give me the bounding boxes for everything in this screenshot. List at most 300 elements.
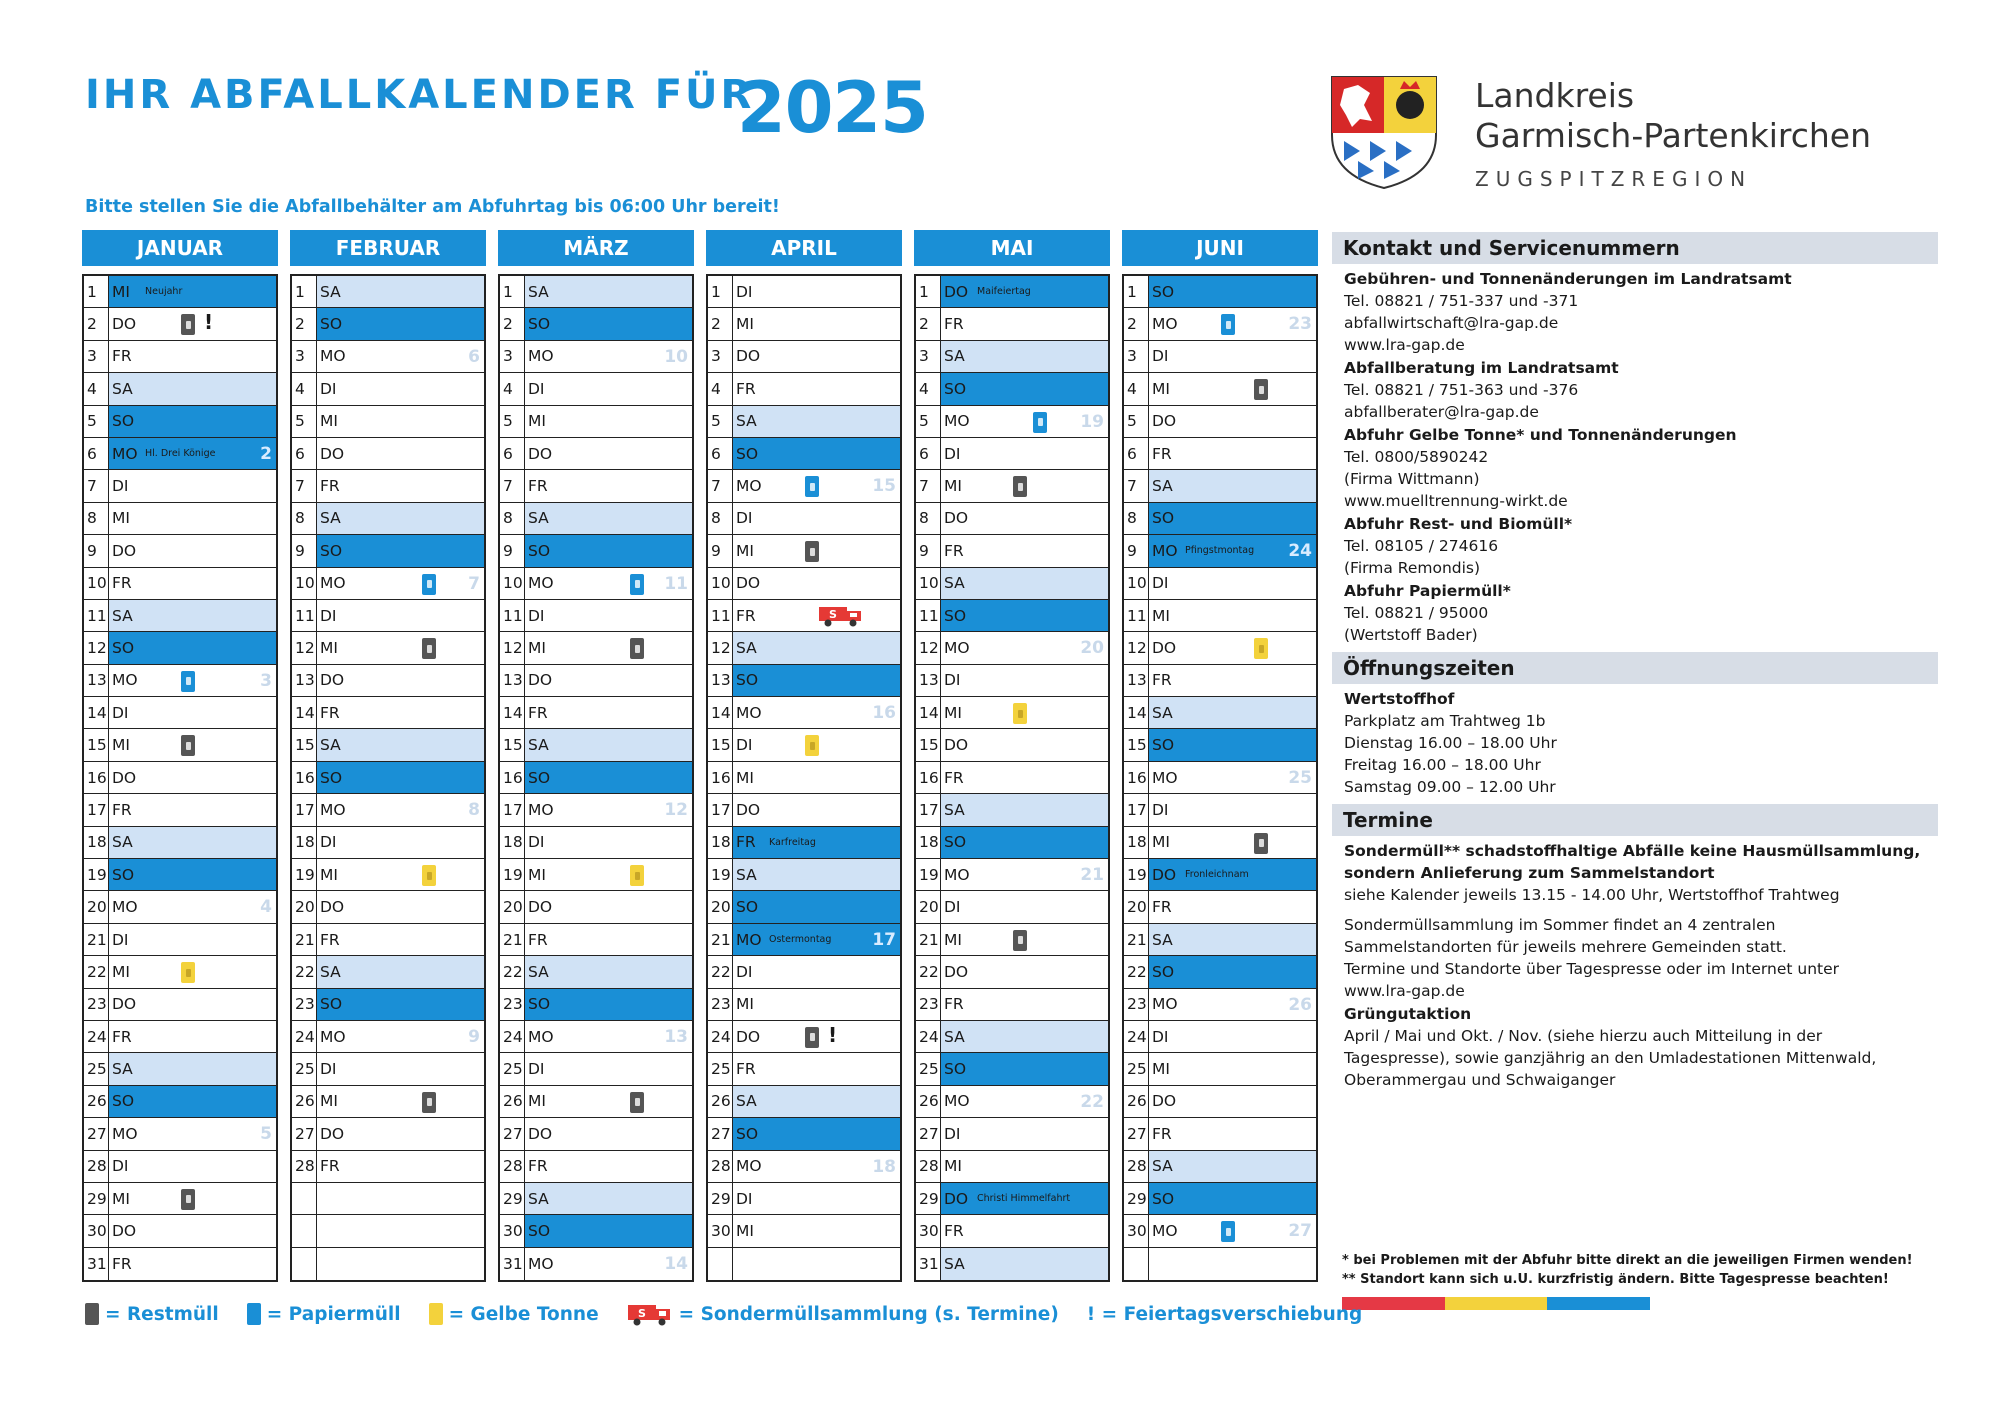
day-row [292, 697, 484, 729]
day-number: 10 [708, 568, 733, 599]
day-row [916, 1053, 1108, 1085]
day-number: 7 [500, 470, 525, 501]
weekday-label: MO [1152, 995, 1178, 1014]
footnote-2: ** Standort kann sich u.U. kurzfristig ändern. Bitte Tagespresse beachten! [1342, 1272, 1889, 1287]
color-bar-blue [1547, 1297, 1650, 1310]
footnotes [1342, 1251, 1913, 1289]
day-number: 24 [708, 1021, 733, 1052]
color-bar-yellow [1445, 1297, 1548, 1310]
day-row [500, 794, 692, 826]
day-number: 19 [1124, 859, 1149, 890]
day-number: 10 [84, 568, 109, 599]
day-row [1124, 665, 1316, 697]
weekday-label: FR [736, 833, 756, 852]
day-row [708, 276, 900, 308]
day-number: 19 [708, 859, 733, 890]
weekday-label: MO [1152, 541, 1178, 560]
day-number: 14 [708, 697, 733, 728]
restmuell-bin-icon [1013, 476, 1027, 497]
day-row [708, 794, 900, 826]
week-number: 23 [1288, 314, 1312, 335]
day-row [500, 1086, 692, 1118]
weekday-label: DI [736, 736, 753, 755]
day-number: 6 [292, 438, 317, 469]
info-block-title: Abfuhr Rest- und Biomüll* [1344, 515, 1573, 533]
weekday-label: FR [112, 574, 132, 593]
info-line: www.lra-gap.de [1344, 336, 1465, 354]
day-row [292, 924, 484, 956]
coat-of-arms-logo [1330, 75, 1438, 190]
weekday-label: MO [112, 444, 138, 463]
weekday-label: MI [944, 703, 962, 722]
day-row [292, 794, 484, 826]
day-number: 4 [500, 373, 525, 404]
day-row [84, 859, 276, 891]
day-number: 8 [916, 503, 941, 534]
weekday-label: SA [736, 412, 757, 431]
day-number: 19 [500, 859, 525, 890]
legend-papier [247, 1303, 401, 1325]
day-number: 20 [292, 891, 317, 922]
day-number: 14 [84, 697, 109, 728]
weekday-label: SO [320, 768, 343, 787]
gelbe-tonne-bin-icon [1254, 638, 1268, 659]
day-row [916, 470, 1108, 502]
legend-gelb [429, 1303, 599, 1325]
week-number: 11 [664, 573, 688, 594]
day-number: 8 [500, 503, 525, 534]
weekday-label: DO [112, 768, 137, 787]
day-row [916, 1086, 1108, 1118]
day-number: 27 [500, 1118, 525, 1149]
weekday-label: SA [528, 509, 549, 528]
day-row [500, 697, 692, 729]
papiermuell-bin-icon [422, 574, 436, 595]
day-number: 9 [500, 535, 525, 566]
weekday-label: MI [736, 995, 754, 1014]
day-row [708, 632, 900, 664]
subtitle: Bitte stellen Sie die Abfallbehälter am Abfuhrtag bis 06:00 Uhr bereit! [85, 197, 780, 217]
day-row [292, 989, 484, 1021]
weekday-label: SO [736, 671, 759, 690]
logo-line-2: Garmisch-Partenkirchen [1475, 116, 1872, 155]
day-number: 18 [84, 827, 109, 858]
day-row [292, 1183, 484, 1215]
info-block [1332, 513, 1938, 579]
day-row [500, 535, 692, 567]
gelbe-tonne-bin-icon [630, 865, 644, 886]
weekday-label: SA [944, 574, 965, 593]
day-number: 13 [292, 665, 317, 696]
day-number: 2 [916, 308, 941, 339]
day-number: 30 [1124, 1215, 1149, 1246]
page-title: IHR ABFALLKALENDER FÜR [85, 72, 755, 118]
day-row [84, 665, 276, 697]
day-number: 16 [1124, 762, 1149, 793]
weekday-label: SA [112, 833, 133, 852]
day-number: 8 [708, 503, 733, 534]
day-number [292, 1248, 317, 1280]
weekday-label: DI [944, 898, 961, 917]
section-heading: Termine [1332, 804, 1938, 836]
day-number: 30 [916, 1215, 941, 1246]
day-row [500, 1248, 692, 1280]
day-row [84, 794, 276, 826]
weekday-label: MO [320, 347, 346, 366]
day-number: 30 [708, 1215, 733, 1246]
day-number: 18 [292, 827, 317, 858]
weekday-label: DO [1152, 1092, 1177, 1111]
week-number: 4 [260, 897, 272, 918]
weekday-label: SA [320, 509, 341, 528]
info-line: Samstag 09.00 – 12.00 Uhr [1344, 778, 1556, 796]
weekday-label: SO [944, 379, 967, 398]
day-number: 21 [708, 924, 733, 955]
restmuell-bin-icon [630, 638, 644, 659]
weekday-label: FR [1152, 1124, 1172, 1143]
weekday-label: SO [944, 833, 967, 852]
holiday-label: Christi Himmelfahrt [977, 1193, 1071, 1205]
day-row [916, 956, 1108, 988]
day-list [290, 274, 486, 1282]
day-row [1124, 794, 1316, 826]
info-line: Tagespresse), sowie ganzjährig an den Umladestationen Mittenwald, [1344, 1049, 1877, 1067]
day-number: 25 [1124, 1053, 1149, 1084]
day-number: 16 [292, 762, 317, 793]
weekday-label: DI [1152, 800, 1169, 819]
restmuell-bin-icon [805, 541, 819, 562]
day-number: 2 [1124, 308, 1149, 339]
day-number: 28 [1124, 1151, 1149, 1182]
day-row [708, 438, 900, 470]
info-line: (Firma Wittmann) [1344, 470, 1480, 488]
day-number: 7 [916, 470, 941, 501]
info-line: Sondermüllsammlung im Sommer findet an 4 zentralen [1344, 916, 1776, 934]
weekday-label: DI [1152, 347, 1169, 366]
day-row [916, 1021, 1108, 1053]
day-row [708, 1215, 900, 1247]
weekday-label: MO [528, 1027, 554, 1046]
legend-rest [85, 1303, 219, 1325]
day-row [1124, 729, 1316, 761]
day-row [84, 568, 276, 600]
day-row [1124, 535, 1316, 567]
day-number: 14 [1124, 697, 1149, 728]
weekday-label: DI [528, 1060, 545, 1079]
weekday-label: DI [320, 606, 337, 625]
day-number: 22 [916, 956, 941, 987]
info-line: Tel. 08821 / 95000 [1344, 604, 1489, 622]
weekday-label: FR [736, 606, 756, 625]
day-row [84, 308, 276, 340]
weekday-label: DO [736, 347, 761, 366]
day-number: 18 [1124, 827, 1149, 858]
weekday-label: SO [1152, 509, 1175, 528]
day-number: 17 [292, 794, 317, 825]
day-row [84, 891, 276, 923]
day-number: 31 [500, 1248, 525, 1280]
day-row [916, 341, 1108, 373]
day-row [708, 600, 900, 632]
day-number: 27 [916, 1118, 941, 1149]
day-number: 26 [500, 1086, 525, 1117]
day-row [708, 568, 900, 600]
weekday-label: MI [1152, 606, 1170, 625]
day-row [500, 859, 692, 891]
papiermuell-bin-icon [1221, 314, 1235, 335]
weekday-label: MI [112, 1189, 130, 1208]
weekday-label: DI [112, 1157, 129, 1176]
weekday-label: FR [528, 930, 548, 949]
weekday-label: MO [528, 1254, 554, 1273]
legend-feiertag-label: ! = Feiertagsverschiebung [1086, 1303, 1363, 1325]
legend-papier-label: = Papiermüll [266, 1303, 401, 1325]
weekday-label: MI [944, 477, 962, 496]
info-block-title: Abfuhr Papiermüll* [1344, 582, 1511, 600]
weekday-label: FR [1152, 444, 1172, 463]
weekday-label: SO [528, 315, 551, 334]
day-number: 26 [292, 1086, 317, 1117]
day-number: 21 [84, 924, 109, 955]
day-number: 20 [916, 891, 941, 922]
weekday-label: FR [112, 1254, 132, 1273]
day-number: 6 [1124, 438, 1149, 469]
day-row [916, 438, 1108, 470]
day-row [916, 568, 1108, 600]
day-row [916, 308, 1108, 340]
day-number: 19 [84, 859, 109, 890]
day-row [708, 989, 900, 1021]
legend-sonder [627, 1302, 1059, 1326]
day-row [916, 503, 1108, 535]
day-row [292, 503, 484, 535]
day-number: 11 [500, 600, 525, 631]
info-line: Parkplatz am Trahtweg 1b [1344, 712, 1546, 730]
weekday-label: SO [1152, 962, 1175, 981]
day-number: 15 [500, 729, 525, 760]
day-number: 20 [500, 891, 525, 922]
day-number: 1 [292, 276, 317, 307]
day-row [292, 729, 484, 761]
day-number: 24 [916, 1021, 941, 1052]
week-number: 3 [260, 670, 272, 691]
weekday-label: SA [112, 606, 133, 625]
day-number: 17 [500, 794, 525, 825]
day-row [292, 600, 484, 632]
day-number: 22 [500, 956, 525, 987]
day-number: 7 [1124, 470, 1149, 501]
info-block [1332, 357, 1938, 423]
weekday-label: DI [944, 1124, 961, 1143]
weekday-label: FR [528, 703, 548, 722]
day-number: 18 [916, 827, 941, 858]
info-line: Termine und Standorte über Tagespresse oder im Internet unter [1344, 960, 1840, 978]
info-block [1332, 424, 1938, 512]
day-row [292, 762, 484, 794]
day-number: 21 [500, 924, 525, 955]
info-line: Tel. 08105 / 274616 [1344, 537, 1499, 555]
weekday-label: MI [320, 412, 338, 431]
papiermuell-bin-icon [630, 574, 644, 595]
week-number: 2 [260, 443, 272, 464]
day-number: 7 [84, 470, 109, 501]
day-number: 29 [500, 1183, 525, 1214]
weekday-label: DI [944, 444, 961, 463]
weekday-label: MI [528, 865, 546, 884]
month-header: FEBRUAR [290, 230, 486, 266]
day-number: 16 [708, 762, 733, 793]
week-number: 7 [468, 573, 480, 594]
weekday-label: SO [528, 995, 551, 1014]
day-number: 24 [1124, 1021, 1149, 1052]
day-row [708, 1183, 900, 1215]
info-line: abfallwirtschaft@lra-gap.de [1344, 314, 1559, 332]
truck-icon [818, 605, 864, 627]
day-row [708, 1151, 900, 1183]
day-row [292, 1021, 484, 1053]
day-row [708, 697, 900, 729]
info-block [1332, 1003, 1938, 1091]
day-row [1124, 859, 1316, 891]
info-block-title: Abfallberatung im Landratsamt [1344, 359, 1619, 377]
day-number: 5 [916, 406, 941, 437]
weekday-label: DO [320, 444, 345, 463]
day-row [916, 1183, 1108, 1215]
day-row [292, 665, 484, 697]
weekday-label: MI [1152, 833, 1170, 852]
day-number: 22 [84, 956, 109, 987]
day-row [708, 665, 900, 697]
gelbe-tonne-bin-icon [422, 865, 436, 886]
day-row [708, 1053, 900, 1085]
weekday-label: DO [320, 898, 345, 917]
info-line: (Firma Remondis) [1344, 559, 1481, 577]
day-row [916, 924, 1108, 956]
day-row [1124, 1086, 1316, 1118]
weekday-label: MI [320, 1092, 338, 1111]
weekday-label: FR [112, 347, 132, 366]
holiday-label: Ostermontag [769, 934, 832, 945]
day-row [708, 1086, 900, 1118]
weekday-label: SA [528, 962, 549, 981]
weekday-label: MI [528, 1092, 546, 1111]
day-number: 9 [84, 535, 109, 566]
info-line: Freitag 16.00 – 18.00 Uhr [1344, 756, 1541, 774]
week-number: 5 [260, 1124, 272, 1145]
day-row [84, 373, 276, 405]
info-line: Oberammergau und Schwaiganger [1344, 1071, 1616, 1089]
restmuell-bin-icon [181, 735, 195, 756]
weekday-label: DO [736, 574, 761, 593]
day-number: 12 [708, 632, 733, 663]
day-number: 15 [708, 729, 733, 760]
info-line: abfallberater@lra-gap.de [1344, 403, 1539, 421]
papiermuell-bin-icon [1033, 412, 1047, 433]
day-row [500, 632, 692, 664]
day-number: 21 [1124, 924, 1149, 955]
weekday-label: MI [1152, 379, 1170, 398]
day-row [84, 276, 276, 308]
weekday-label: FR [320, 1157, 340, 1176]
info-block [1332, 580, 1938, 646]
day-number: 29 [916, 1183, 941, 1214]
day-row [1124, 989, 1316, 1021]
day-row [916, 762, 1108, 794]
day-row [292, 568, 484, 600]
day-row [708, 470, 900, 502]
day-row [708, 535, 900, 567]
weekday-label: FR [320, 703, 340, 722]
weekday-label: DI [528, 606, 545, 625]
day-number: 13 [1124, 665, 1149, 696]
day-row [500, 406, 692, 438]
month-column-januar [82, 230, 278, 1273]
day-number: 17 [84, 794, 109, 825]
day-number: 31 [84, 1248, 109, 1280]
day-row [292, 1151, 484, 1183]
day-row [916, 697, 1108, 729]
weekday-label: FR [320, 930, 340, 949]
holiday-label: Maifeiertag [977, 286, 1031, 298]
day-number: 4 [292, 373, 317, 404]
day-row [84, 406, 276, 438]
day-row [1124, 308, 1316, 340]
holiday-label: Fronleichnam [1185, 869, 1249, 881]
weekday-label: MO [528, 574, 554, 593]
weekday-label: MI [320, 865, 338, 884]
day-number: 8 [84, 503, 109, 534]
day-number: 26 [916, 1086, 941, 1117]
day-row [916, 989, 1108, 1021]
day-number: 6 [916, 438, 941, 469]
day-number: 2 [84, 308, 109, 339]
day-number: 24 [84, 1021, 109, 1052]
day-number: 25 [708, 1053, 733, 1084]
day-row [916, 600, 1108, 632]
day-number: 12 [916, 632, 941, 663]
day-number: 24 [292, 1021, 317, 1052]
day-row [500, 276, 692, 308]
day-row [1124, 697, 1316, 729]
weekday-label: FR [528, 477, 548, 496]
sidebar-info [1332, 232, 1938, 1091]
day-number: 12 [500, 632, 525, 663]
weekday-label: DO [1152, 638, 1177, 657]
weekday-label: FR [736, 379, 756, 398]
day-number: 1 [708, 276, 733, 307]
day-number: 15 [1124, 729, 1149, 760]
weekday-label: DO [320, 671, 345, 690]
info-line: April / Mai und Okt. / Nov. (siehe hierzu auch Mitteilung in der [1344, 1027, 1823, 1045]
weekday-label: DI [1152, 1027, 1169, 1046]
day-number: 5 [708, 406, 733, 437]
day-number: 26 [84, 1086, 109, 1117]
restmuell-bin-icon [422, 1092, 436, 1113]
day-number: 23 [708, 989, 733, 1020]
day-number: 10 [1124, 568, 1149, 599]
weekday-label: MO [320, 574, 346, 593]
day-row [84, 1053, 276, 1085]
weekday-label: DO [1152, 412, 1177, 431]
weekday-label: MI [736, 1222, 754, 1241]
weekday-label: MI [112, 736, 130, 755]
week-number: 10 [664, 346, 688, 367]
weekday-label: SO [112, 1092, 135, 1111]
day-row [500, 373, 692, 405]
week-number: 26 [1288, 994, 1312, 1015]
day-number: 12 [292, 632, 317, 663]
day-row [708, 729, 900, 761]
